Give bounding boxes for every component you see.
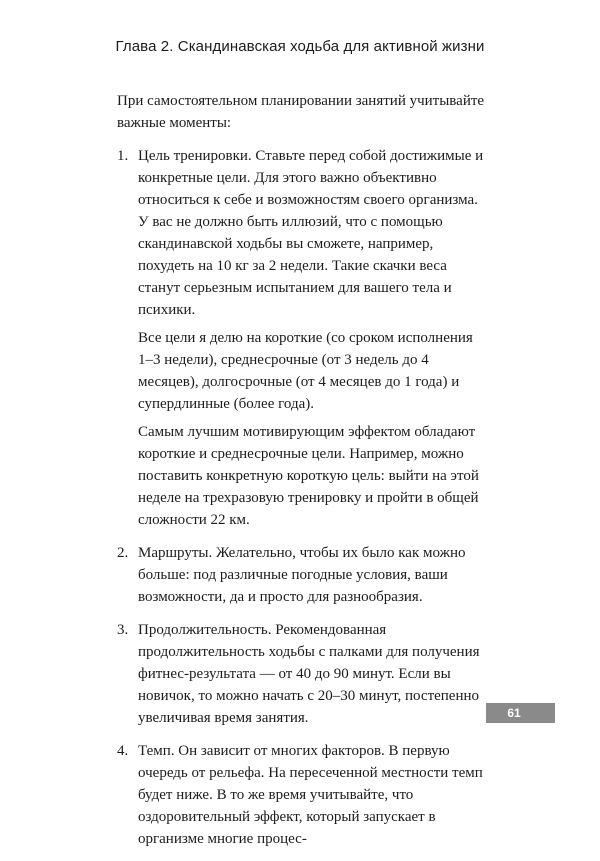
running-header: Глава 2. Скандинавская ходьба для активной жизни — [115, 38, 485, 55]
list-item-text: Темп. Он зависит от многих факторов. В первую очередь от рельефа. На пересеченной местности темп будет ниже. В то же время учитывайте, что оздоровительный эффект, который запускает в организме многие процес- — [138, 743, 483, 847]
page-body — [117, 90, 485, 861]
numbered-list — [117, 145, 485, 850]
list-item — [117, 619, 485, 729]
list-item — [117, 542, 485, 608]
page-number: 61 — [507, 706, 521, 720]
list-item-text: Продолжительность. Рекомендованная продолжительность ходьбы с палками для получения фитнес-результата — от 40 до 90 минут. Если вы новичок, то можно начать с 20–30 минут, постепенно увеличивая время занятия. — [138, 622, 480, 726]
list-item-number: 1. — [117, 148, 129, 164]
intro-paragraph: При самостоятельном планировании занятий учитывайте важные моменты: — [117, 93, 485, 131]
list-item-number: 3. — [117, 622, 129, 638]
list-item-text: Маршруты. Желательно, чтобы их было как можно больше: под различные погодные условия, ваши возможности, да и просто для разнообразия. — [138, 545, 466, 605]
list-item-number: 4. — [117, 743, 129, 759]
list-item-text: Все цели я делю на короткие (со сроком исполнения 1–3 недели), среднесрочные (от 3 недель до 4 месяцев), долгосрочные (от 4 месяцев до 1 года) и супердлинные (более года). — [138, 330, 473, 412]
list-item-text: Цель тренировки. Ставьте перед собой достижимые и конкретные цели. Для этого важно объективно относиться к себе и возможностям своего организма. У вас не должно быть иллюзий, что с помощью скандинавской ходьбы вы сможете, например, похудеть на 10 кг за 2 недели. Такие скачки веса станут серьезным испытанием для вашего тела и психики. — [138, 148, 484, 318]
list-item-text: Самым лучшим мотивирующим эффектом обладают короткие и среднесрочные цели. Например, можно поставить конкретную короткую цель: выйти на этой неделе на трехразовую тренировку и пройти в общей сложности 22 км. — [138, 424, 479, 528]
list-item — [117, 145, 485, 531]
list-item-number: 2. — [117, 545, 129, 561]
list-item — [117, 740, 485, 850]
